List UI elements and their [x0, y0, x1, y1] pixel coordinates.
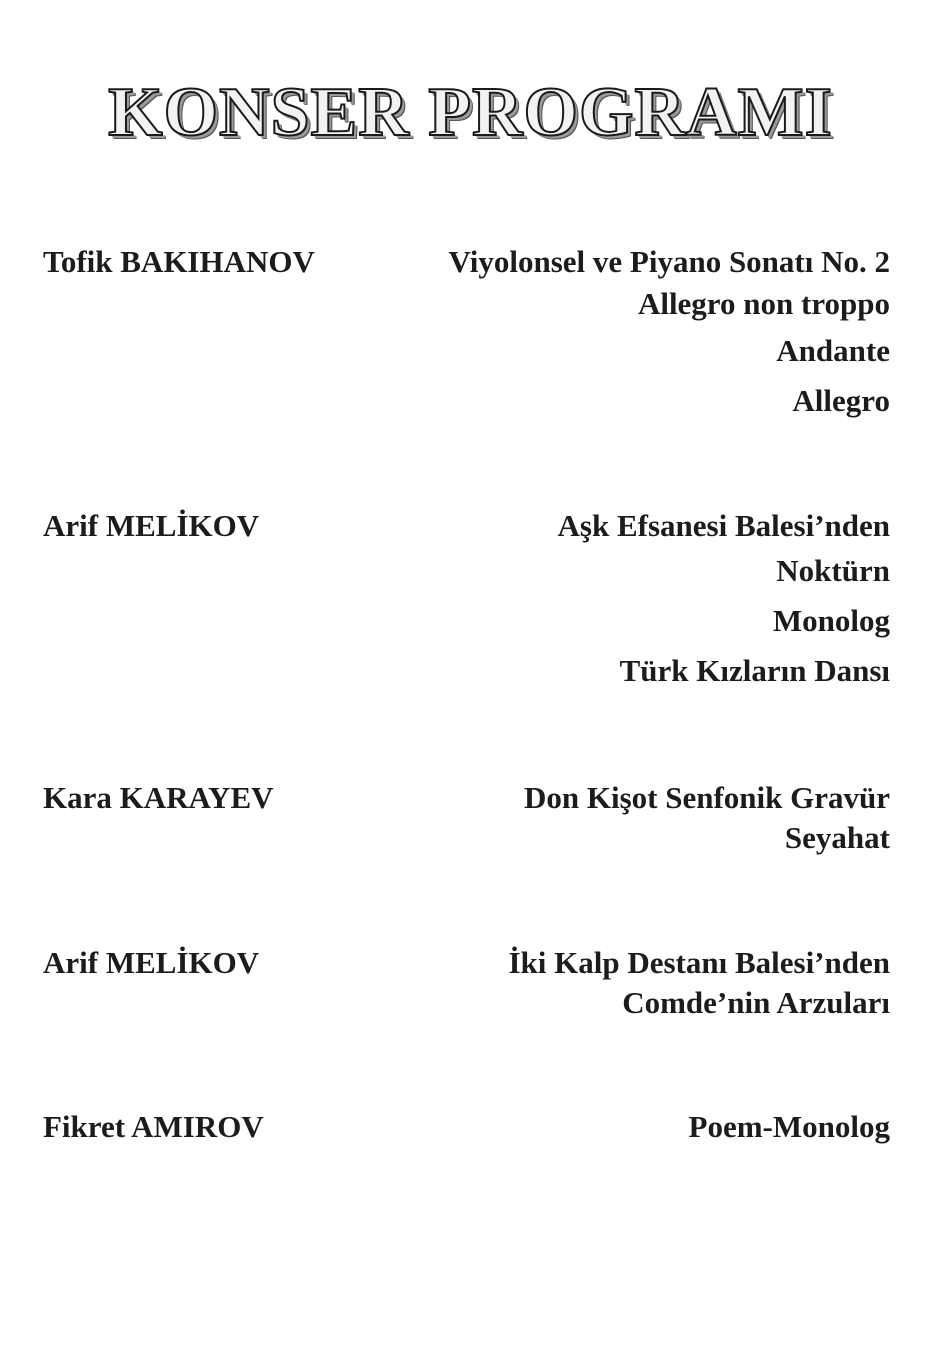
- piece-movement: Allegro: [792, 383, 890, 418]
- page-title: KONSER PROGRAMI: [108, 74, 833, 151]
- piece-movement: Monolog: [772, 603, 890, 638]
- piece-movement: Türk Kızların Dansı: [619, 653, 890, 688]
- composer-name: Tofik BAKIHANOV: [43, 244, 315, 279]
- piece-list: [689, 1107, 890, 1147]
- piece-movement: Comde’nin Arzuları: [622, 985, 890, 1020]
- composer-name: Fikret AMIROV: [43, 1109, 264, 1144]
- piece-title: İki Kalp Destanı Balesi’nden: [508, 945, 890, 980]
- piece-movement: Andante: [776, 333, 890, 368]
- piece-list: [508, 943, 890, 1023]
- piece-title: Poem-Monolog: [688, 1109, 890, 1144]
- piece-title: Aşk Efsanesi Balesi’nden: [557, 508, 890, 543]
- piece-movement: Noktürn: [776, 553, 890, 588]
- composer-name: Arif MELİKOV: [43, 508, 260, 543]
- composer-name: Arif MELİKOV: [43, 945, 260, 980]
- piece-movement: Allegro non troppo: [637, 286, 890, 321]
- piece-title: Don Kişot Senfonik Gravür: [523, 780, 890, 815]
- piece-list: [558, 506, 890, 696]
- composer-name: Kara KARAYEV: [43, 780, 274, 815]
- piece-list: [524, 778, 890, 858]
- piece-title: Viyolonsel ve Piyano Sonatı No. 2: [448, 244, 890, 279]
- piece-list: [449, 242, 891, 426]
- piece-movement: Seyahat: [784, 820, 890, 855]
